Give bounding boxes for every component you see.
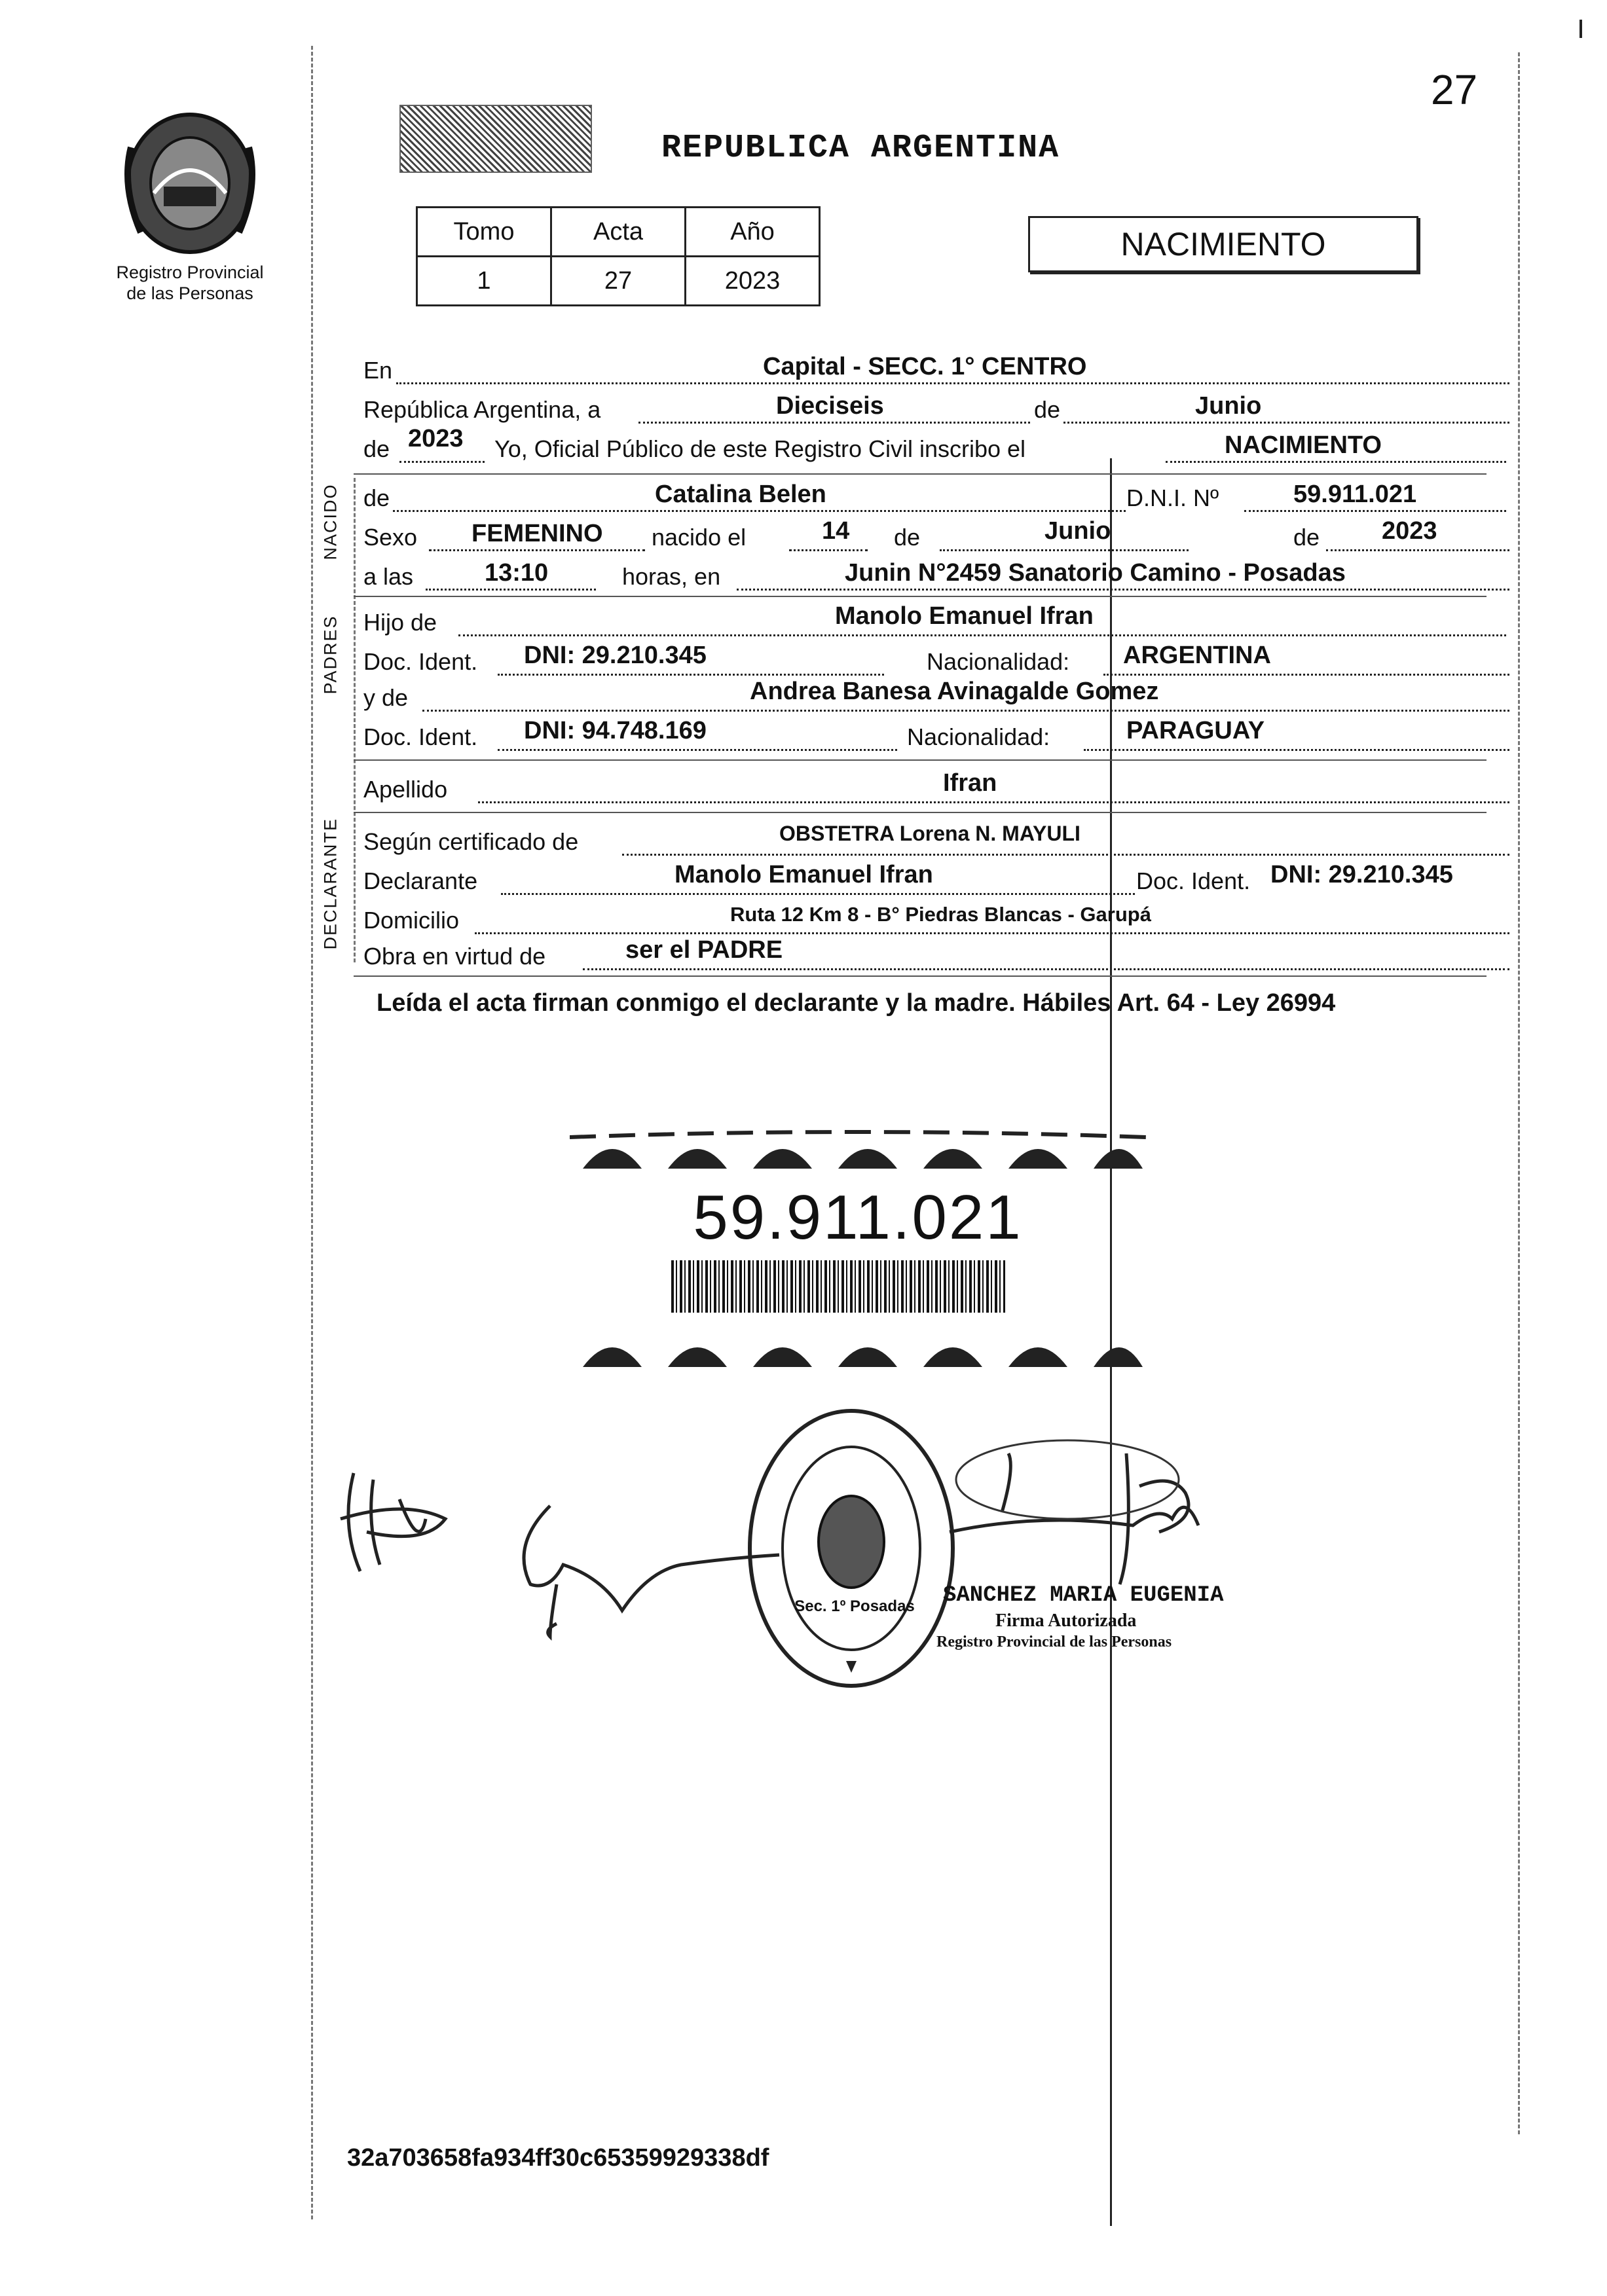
dots-mother [422,710,1509,712]
separator-5 [354,975,1487,977]
label-horas-en: horas, en [622,563,721,590]
padres-side-label: PADRES [320,615,341,695]
label-doc-ident-1: Doc. Ident. [363,648,478,675]
row-apellido [363,769,1477,809]
row-segun [363,822,1477,861]
value-certificado: OBSTETRA Lorena N. MAYULI [779,822,1081,845]
label-de-2: de [363,435,390,462]
value-birth-month: Junio [1044,517,1111,545]
document-hash: 32a703658fa934ff30c65359929338df [347,2144,769,2172]
official-registry: Registro Provincial de las Personas [936,1633,1172,1650]
dni-stamp [570,1129,1146,1372]
value-mother-nat: PARAGUAY [1126,717,1265,744]
value-dni: 59.911.021 [1293,481,1417,508]
dots-republica [638,422,1509,424]
value-birth-time: 13:10 [485,559,549,587]
label-de-3: de [363,484,390,511]
acta-value: 27 [551,257,686,306]
row-domicilio [363,900,1477,939]
label-y-de: y de [363,684,409,711]
ano-value: 2023 [686,257,820,306]
separator-3 [354,759,1487,761]
label-de-1: de [1031,396,1063,424]
value-father-doc: DNI: 29.210.345 [524,642,707,669]
dots-father-nat [1103,674,1509,676]
registry-name [92,262,288,304]
value-father-name: Manolo Emanuel Ifran [835,602,1094,630]
separator-4 [354,812,1487,813]
act-type-box [1028,216,1418,272]
value-child-name: Catalina Belen [655,481,826,508]
label-sexo: Sexo [363,524,418,551]
label-hijo-de: Hijo de [363,609,437,636]
official-title: Firma Autorizada [995,1611,1137,1631]
row-child-name [363,478,1477,517]
official-name: SANCHEZ MARIA EUGENIA [943,1583,1224,1608]
dots-sexo [429,549,645,551]
dots-birth-month [940,549,1189,551]
value-day-words: Dieciseis [776,392,884,420]
value-domicilio: Ruta 12 Km 8 - B° Piedras Blancas - Garupá [730,903,1151,926]
value-mother-name: Andrea Banesa Avinagalde Gomez [750,678,1159,705]
value-decl-doc: DNI: 29.210.345 [1270,861,1453,888]
tomo-header: Tomo [417,208,551,257]
left-form-line [354,478,356,962]
dots-year [399,461,485,463]
row-mother-doc [363,717,1477,756]
page-number: 27 [1431,66,1478,113]
label-apellido: Apellido [363,776,448,803]
value-birth-day: 14 [822,517,850,545]
mother-signature [511,1493,786,1643]
official-signature [910,1427,1238,1591]
dots-apellido [478,801,1509,803]
corner-mark [1579,20,1582,38]
closing-text: Leída el acta firman conmigo el declarante y la madre. Hábiles Art. 64 - Ley 26994 [377,989,1336,1017]
label-de-5: de [1293,524,1320,551]
declarant-signature [327,1460,458,1584]
label-nacionalidad-2: Nacionalidad: [907,723,1050,750]
row-de-year [363,425,1477,468]
separator-2 [354,596,1487,597]
value-place: Capital - SECC. 1° CENTRO [763,353,1087,380]
dots-place [737,589,1509,591]
label-oficial: Yo, Oficial Público de este Registro Civil inscribo el [494,435,1026,462]
registry-line2: de las Personas [126,283,253,303]
row-y-de [363,678,1477,717]
dots-father [458,634,1506,636]
provincial-seal-logo [115,108,265,259]
tomo-value: 1 [417,257,551,306]
dots-act [1166,461,1506,463]
value-obra: ser el PADRE [625,936,783,964]
label-obra: Obra en virtud de [363,943,546,970]
value-sexo: FEMENINO [471,520,603,547]
left-margin-line [311,46,313,2219]
value-apellido: Ifran [943,769,997,797]
right-margin-line [1518,52,1520,2134]
stamp-number: 59.911.021 [693,1182,1023,1252]
watermark-emblem [399,105,592,173]
seal-inner-text: Sec. 1º Posadas [794,1597,915,1615]
value-month: Junio [1195,392,1262,420]
dots-mother-doc [498,749,897,751]
dots-obra [583,968,1509,970]
dots-father-doc [498,674,884,676]
value-father-nat: ARGENTINA [1123,642,1271,669]
label-doc-ident-2: Doc. Ident. [363,723,478,750]
value-mother-doc: DNI: 94.748.169 [524,717,707,744]
record-table [416,206,821,306]
label-de-4: de [894,524,921,551]
row-father-doc [363,642,1477,681]
row-en [363,350,1477,390]
dots-mother-nat [1084,749,1509,751]
row-sexo [363,517,1477,556]
value-birth-place: Junin N°2459 Sanatorio Camino - Posadas [845,559,1346,587]
value-act: NACIMIENTO [1225,431,1382,459]
row-hijo-de [363,602,1477,642]
dots-day [789,549,868,551]
label-dni: D.N.I. Nº [1126,484,1219,511]
ano-header: Año [686,208,820,257]
label-nacionalidad-1: Nacionalidad: [927,648,1070,675]
row-declarante [363,861,1477,900]
dots-birth-year [1326,549,1509,551]
dots-segun [622,854,1509,856]
value-year: 2023 [408,425,464,452]
label-domicilio: Domicilio [363,907,460,934]
separator-1 [354,473,1487,475]
label-decl-doc: Doc. Ident. [1136,867,1251,894]
dots-dni [1244,510,1506,512]
registry-line1: Registro Provincial [116,263,264,282]
acta-header: Acta [551,208,686,257]
declarante-side-label: DECLARANTE [320,817,341,950]
label-nacido-el: nacido el [652,524,747,551]
row-hora [363,556,1477,596]
stamp-pattern-top [570,1129,1146,1175]
dots-time [426,589,596,591]
country-title: REPUBLICA ARGENTINA [661,130,1060,167]
act-type-label: NACIMIENTO [1120,226,1326,263]
dots-child [393,510,1130,512]
label-republica: República Argentina, a [363,396,601,423]
row-republica [363,390,1477,429]
dots-declarante [501,893,1162,895]
row-obra [363,936,1477,975]
stamp-pattern-bottom [570,1324,1146,1370]
label-en: En [363,357,393,384]
label-a-las: a las [363,563,414,590]
label-segun: Según certificado de [363,828,579,855]
label-declarante: Declarante [363,867,478,894]
dots-domicilio [475,932,1509,934]
stamp-barcode [671,1260,1005,1313]
dots-en [396,382,1509,384]
value-birth-year: 2023 [1382,517,1437,545]
nacido-side-label: NACIDO [320,483,341,560]
value-declarante: Manolo Emanuel Ifran [674,861,933,888]
